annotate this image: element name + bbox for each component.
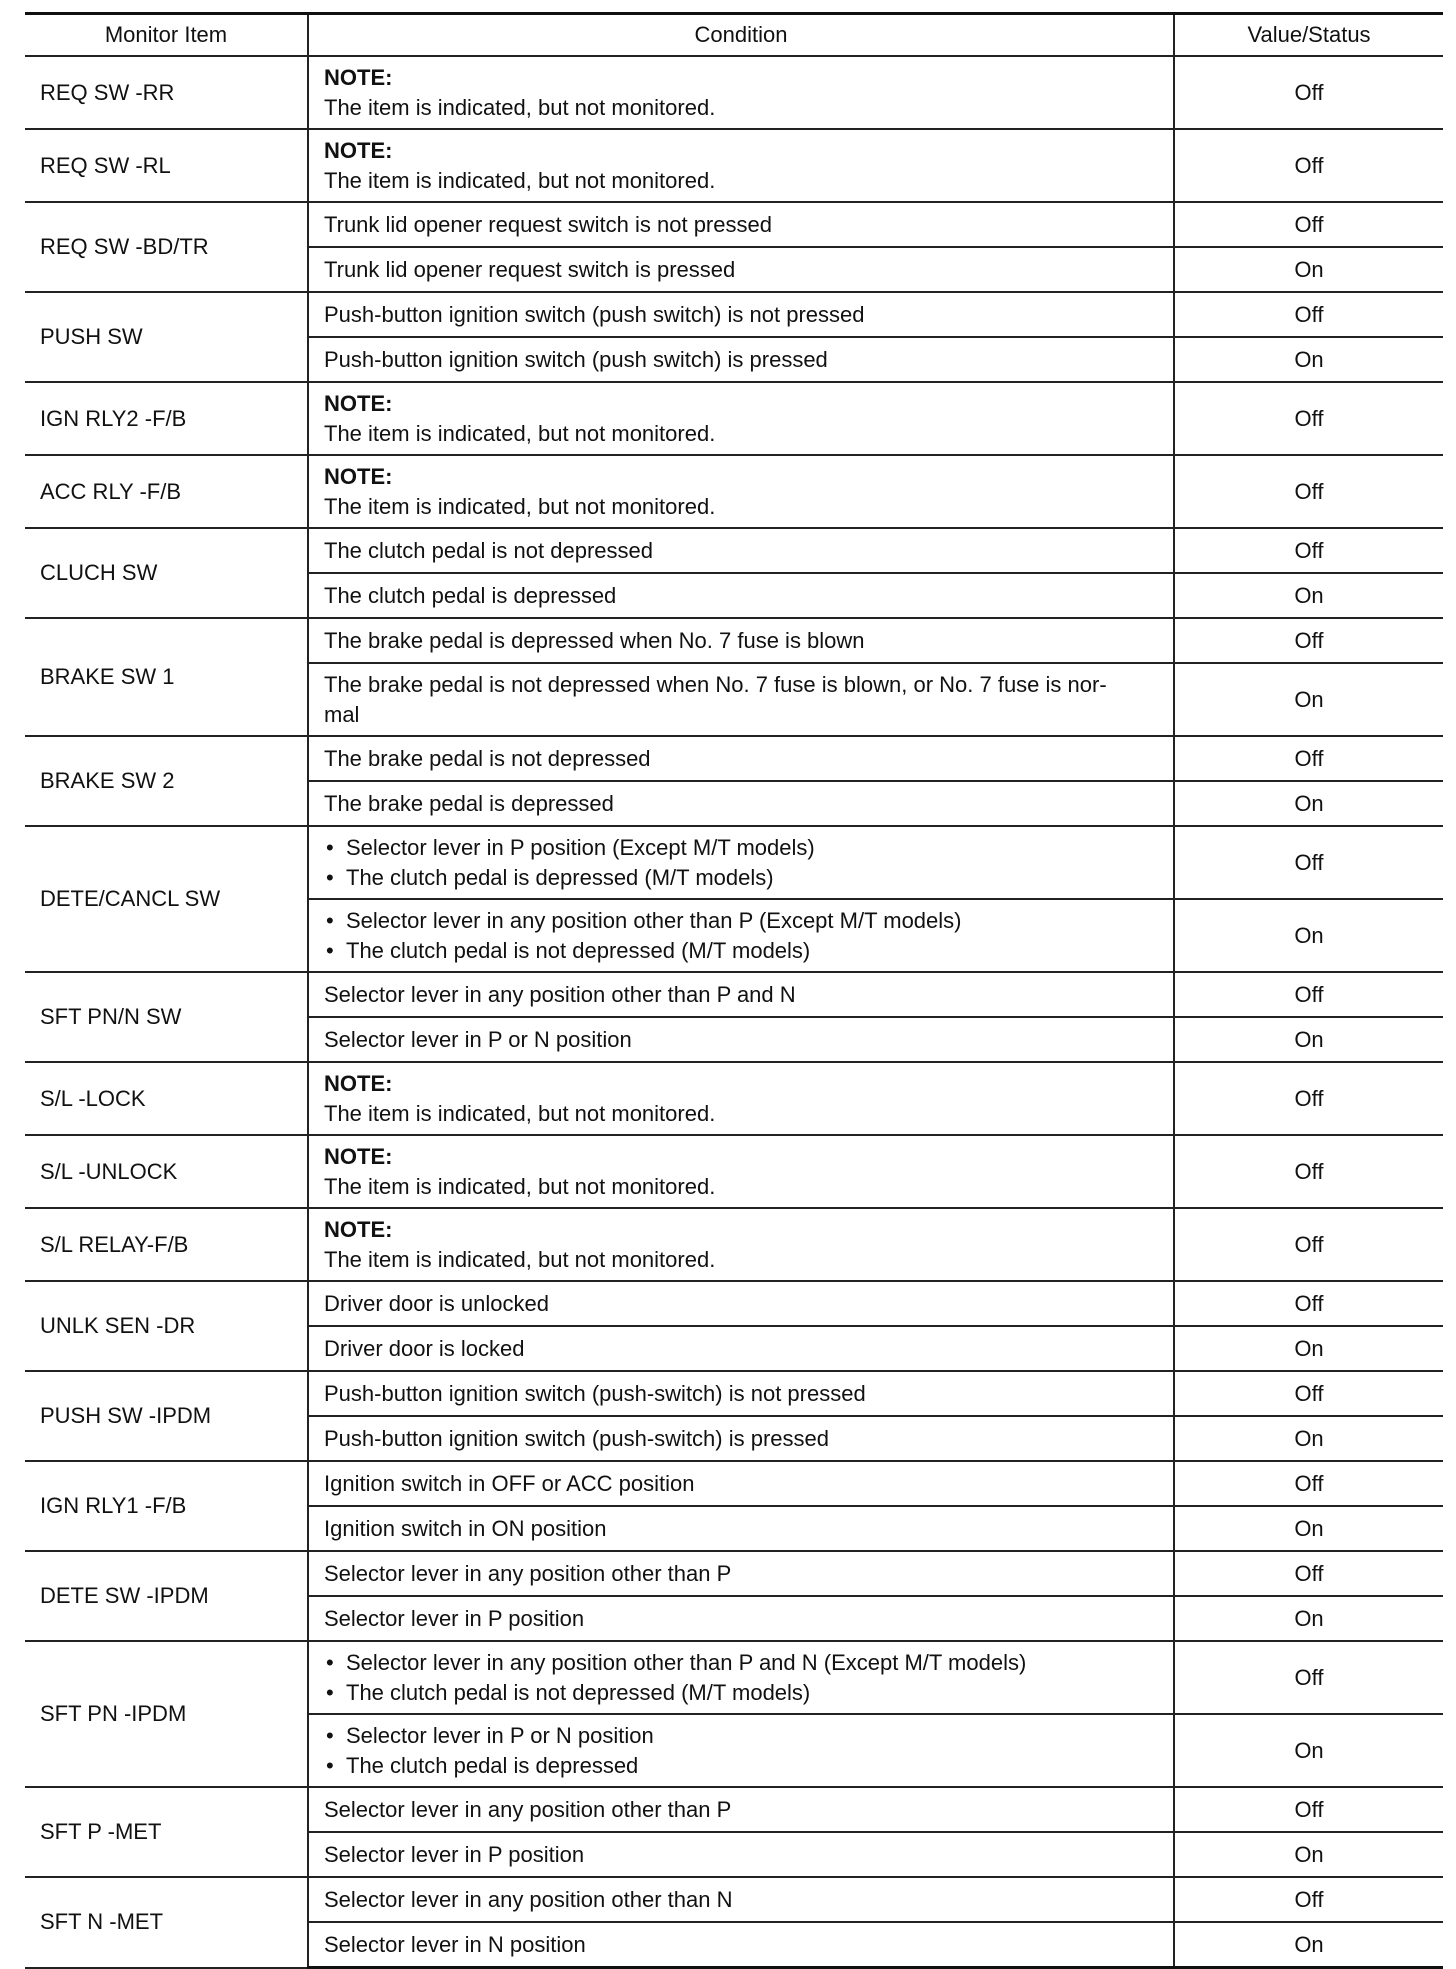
value-status-cell: Off [1174, 736, 1443, 781]
note-label: NOTE: [324, 1143, 393, 1169]
table-row [25, 1208, 1443, 1281]
condition-bullet-item: • Selector lever in any position other than P and N (Except M/T models) [324, 1648, 1158, 1678]
table-row [25, 56, 1443, 129]
value-status-cell: Off [1174, 129, 1443, 202]
table-row [25, 736, 1443, 781]
table-row [25, 1787, 1443, 1832]
value-status-cell: Off [1174, 618, 1443, 663]
note-label: NOTE: [324, 1070, 393, 1096]
table-row [25, 129, 1443, 202]
table-row [25, 972, 1443, 1017]
condition-cell: Ignition switch in OFF or ACC position [308, 1461, 1174, 1506]
value-status-cell: Off [1174, 455, 1443, 528]
value-status-cell: On [1174, 247, 1443, 292]
value-status-cell: On [1174, 1017, 1443, 1062]
value-status-cell: Off [1174, 56, 1443, 129]
condition-cell: Driver door is unlocked [308, 1281, 1174, 1326]
table-row [25, 455, 1443, 528]
condition-cell: The brake pedal is depressed when No. 7 fuse is blown [308, 618, 1174, 663]
table-body [25, 56, 1443, 1968]
condition-cell [308, 1135, 1174, 1208]
condition-bullet-list [324, 1648, 1158, 1708]
table-row [25, 382, 1443, 455]
value-status-cell: Off [1174, 292, 1443, 337]
monitor-item-cell: IGN RLY2 -F/B [25, 382, 308, 455]
note-label: NOTE: [324, 64, 393, 90]
value-status-cell: On [1174, 1596, 1443, 1641]
condition-cell: Selector lever in P position [308, 1596, 1174, 1641]
condition-bullet-item: • Selector lever in P position (Except M/T models) [324, 833, 1158, 863]
monitor-item-cell: BRAKE SW 2 [25, 736, 308, 826]
note-text: The item is indicated, but not monitored. [324, 167, 716, 193]
value-status-cell: Off [1174, 1135, 1443, 1208]
condition-cell [308, 1062, 1174, 1135]
monitor-item-cell: IGN RLY1 -F/B [25, 1461, 308, 1551]
condition-cell [308, 899, 1174, 972]
value-status-cell: Off [1174, 826, 1443, 899]
monitor-item-cell: PUSH SW -IPDM [25, 1371, 308, 1461]
header-condition: Condition [308, 14, 1174, 57]
value-status-cell: Off [1174, 1641, 1443, 1714]
condition-cell [308, 382, 1174, 455]
condition-cell: Selector lever in P position [308, 1832, 1174, 1877]
value-status-cell: Off [1174, 1208, 1443, 1281]
condition-bullet-list [324, 1721, 1158, 1781]
monitor-item-cell: SFT P -MET [25, 1787, 308, 1877]
value-status-cell: On [1174, 663, 1443, 736]
note-text: The item is indicated, but not monitored. [324, 1173, 716, 1199]
note-text: The item is indicated, but not monitored. [324, 493, 716, 519]
value-status-cell: On [1174, 1922, 1443, 1968]
condition-bullet-item: • The clutch pedal is depressed (M/T models) [324, 863, 1158, 893]
value-status-cell: Off [1174, 1877, 1443, 1922]
monitor-item-cell: REQ SW -RL [25, 129, 308, 202]
condition-cell: Ignition switch in ON position [308, 1506, 1174, 1551]
condition-cell: Push-button ignition switch (push-switch) is not pressed [308, 1371, 1174, 1416]
monitor-item-cell: SFT PN -IPDM [25, 1641, 308, 1787]
monitor-item-cell: S/L -UNLOCK [25, 1135, 308, 1208]
monitor-item-cell: BRAKE SW 1 [25, 618, 308, 736]
condition-cell: Trunk lid opener request switch is not pressed [308, 202, 1174, 247]
note-text: The item is indicated, but not monitored. [324, 1100, 716, 1126]
value-status-cell: Off [1174, 528, 1443, 573]
table-row [25, 1551, 1443, 1596]
condition-cell: The brake pedal is not depressed [308, 736, 1174, 781]
condition-bullet-item: • Selector lever in any position other than P (Except M/T models) [324, 906, 1158, 936]
note-label: NOTE: [324, 463, 393, 489]
header-value-status: Value/Status [1174, 14, 1443, 57]
monitor-item-cell: SFT PN/N SW [25, 972, 308, 1062]
condition-bullet-item: • The clutch pedal is not depressed (M/T models) [324, 936, 1158, 966]
value-status-cell: Off [1174, 202, 1443, 247]
monitor-item-cell: UNLK SEN -DR [25, 1281, 308, 1371]
table-row [25, 1371, 1443, 1416]
value-status-cell: Off [1174, 1281, 1443, 1326]
table-header-row [25, 14, 1443, 57]
value-status-cell: On [1174, 1416, 1443, 1461]
condition-line: mal [324, 701, 360, 727]
condition-cell: Selector lever in any position other than P [308, 1787, 1174, 1832]
value-status-cell: On [1174, 1832, 1443, 1877]
table-row [25, 1641, 1443, 1714]
monitor-item-table [25, 12, 1443, 1969]
table-row [25, 202, 1443, 247]
condition-cell [308, 1641, 1174, 1714]
condition-bullet-item: • Selector lever in P or N position [324, 1721, 1158, 1751]
monitor-item-cell: S/L RELAY-F/B [25, 1208, 308, 1281]
monitor-item-cell: S/L -LOCK [25, 1062, 308, 1135]
condition-cell: Selector lever in P or N position [308, 1017, 1174, 1062]
condition-line: The brake pedal is not depressed when No. 7 fuse is blown, or No. 7 fuse is nor- [324, 671, 1107, 697]
condition-cell: Selector lever in any position other than P and N [308, 972, 1174, 1017]
condition-cell: Selector lever in any position other than N [308, 1877, 1174, 1922]
note-text: The item is indicated, but not monitored. [324, 1246, 716, 1272]
value-status-cell: On [1174, 781, 1443, 826]
value-status-cell: On [1174, 1506, 1443, 1551]
condition-cell [308, 1714, 1174, 1787]
monitor-item-cell: ACC RLY -F/B [25, 455, 308, 528]
table-row [25, 292, 1443, 337]
value-status-cell: Off [1174, 1062, 1443, 1135]
condition-cell: Trunk lid opener request switch is pressed [308, 247, 1174, 292]
value-status-cell: Off [1174, 1787, 1443, 1832]
table-row [25, 1461, 1443, 1506]
condition-cell: Selector lever in N position [308, 1922, 1174, 1968]
note-text: The item is indicated, but not monitored. [324, 94, 716, 120]
note-label: NOTE: [324, 390, 393, 416]
value-status-cell: Off [1174, 972, 1443, 1017]
condition-bullet-list [324, 833, 1158, 893]
table-row [25, 1281, 1443, 1326]
value-status-cell: Off [1174, 1551, 1443, 1596]
note-label: NOTE: [324, 137, 393, 163]
condition-cell [308, 56, 1174, 129]
table-row [25, 826, 1443, 899]
value-status-cell: On [1174, 573, 1443, 618]
note-text: The item is indicated, but not monitored. [324, 420, 716, 446]
table-row [25, 1135, 1443, 1208]
note-label: NOTE: [324, 1216, 393, 1242]
condition-bullet-list [324, 906, 1158, 966]
monitor-item-cell: REQ SW -RR [25, 56, 308, 129]
condition-cell [308, 129, 1174, 202]
monitor-item-cell: PUSH SW [25, 292, 308, 382]
header-monitor-item: Monitor Item [25, 14, 308, 57]
table-row [25, 1062, 1443, 1135]
condition-cell [308, 455, 1174, 528]
condition-cell: Driver door is locked [308, 1326, 1174, 1371]
value-status-cell: Off [1174, 1371, 1443, 1416]
condition-cell: Push-button ignition switch (push switch) is not pressed [308, 292, 1174, 337]
condition-cell: The clutch pedal is not depressed [308, 528, 1174, 573]
condition-cell: Push-button ignition switch (push switch) is pressed [308, 337, 1174, 382]
value-status-cell: Off [1174, 1461, 1443, 1506]
condition-bullet-item: • The clutch pedal is depressed [324, 1751, 1158, 1781]
monitor-item-cell: DETE/CANCL SW [25, 826, 308, 972]
condition-cell: Selector lever in any position other than P [308, 1551, 1174, 1596]
value-status-cell: On [1174, 899, 1443, 972]
monitor-item-cell: CLUCH SW [25, 528, 308, 618]
condition-bullet-item: • The clutch pedal is not depressed (M/T models) [324, 1678, 1158, 1708]
condition-cell: The brake pedal is depressed [308, 781, 1174, 826]
value-status-cell: On [1174, 1714, 1443, 1787]
value-status-cell: On [1174, 337, 1443, 382]
table-row [25, 618, 1443, 663]
condition-cell [308, 1208, 1174, 1281]
monitor-item-cell: SFT N -MET [25, 1877, 308, 1968]
table-row [25, 528, 1443, 573]
condition-cell [308, 663, 1174, 736]
monitor-item-cell: REQ SW -BD/TR [25, 202, 308, 292]
value-status-cell: On [1174, 1326, 1443, 1371]
condition-cell: Push-button ignition switch (push-switch) is pressed [308, 1416, 1174, 1461]
condition-cell [308, 826, 1174, 899]
condition-cell: The clutch pedal is depressed [308, 573, 1174, 618]
table-row [25, 1877, 1443, 1922]
value-status-cell: Off [1174, 382, 1443, 455]
monitor-item-cell: DETE SW -IPDM [25, 1551, 308, 1641]
